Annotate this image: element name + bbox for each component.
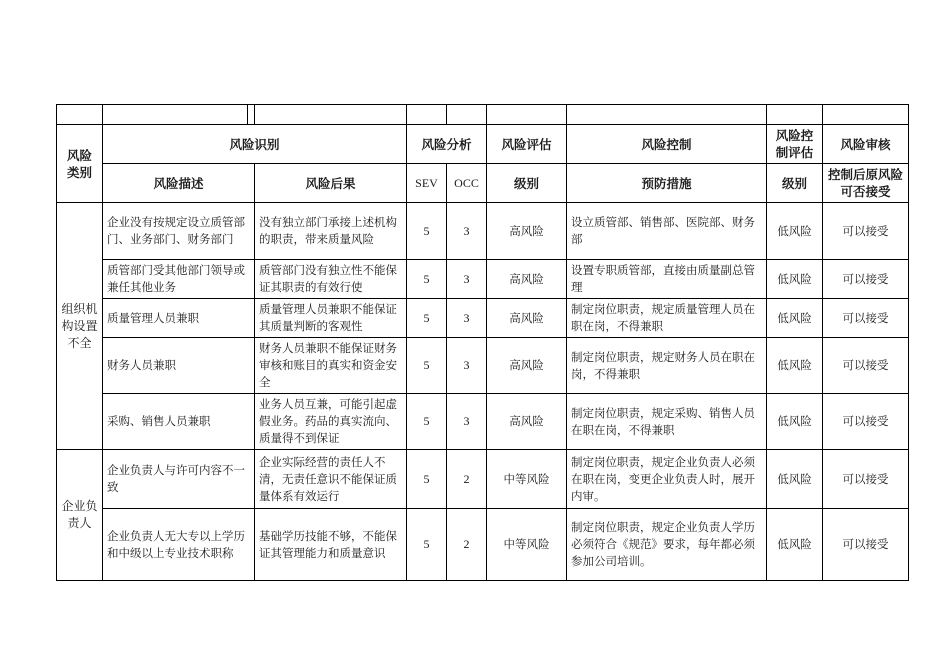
prevention-cell: 设立质管部、销售部、医院部、财务部 [567,203,767,260]
consequence-cell: 业务人员互兼，可能引起虚假业务。药品的真实流向、质量得不到保证 [255,394,407,450]
table-row [57,338,909,394]
consequence-cell: 质量管理人员兼职不能保证其质量判断的客观性 [255,299,407,338]
empty-cell [255,105,407,125]
consequence-cell: 质管部门没有独立性不能保证其职责的有效行使 [255,260,407,299]
level-cell: 高风险 [487,260,567,299]
occ-cell: 3 [447,203,487,260]
category-cell: 组织机构设置不全 [57,203,103,450]
header-identify: 风险识别 [103,125,407,164]
level-cell: 高风险 [487,299,567,338]
consequence-cell: 企业实际经营的责任人不清，无责任意识不能保证质量体系有效运行 [255,450,407,509]
prevention-cell: 制定岗位职责，规定财务人员在职在岗，不得兼职 [567,338,767,394]
occ-cell: 3 [447,394,487,450]
sev-cell: 5 [407,338,447,394]
control-level-cell: 低风险 [767,203,823,260]
control-level-cell: 低风险 [767,260,823,299]
level-cell: 高风险 [487,394,567,450]
header-review: 风险审核 [823,125,909,164]
prevention-cell: 制定岗位职责，规定企业负责人学历必须符合《规范》要求，每年都必须参加公司培训。 [567,509,767,581]
table-row [57,450,909,509]
header-consequence: 风险后果 [255,164,407,203]
header-control-eval: 风险控制评估 [767,125,823,164]
desc-cell: 企业负责人与许可内容不一致 [103,450,255,509]
empty-cell [487,105,567,125]
empty-cell [103,105,255,125]
category-cell: 企业负责人 [57,450,103,581]
level-cell: 中等风险 [487,509,567,581]
control-level-cell: 低风险 [767,394,823,450]
consequence-cell: 基础学历技能不够，不能保证其管理能力和质量意识 [255,509,407,581]
prevention-cell: 制定岗位职责，规定企业负责人必须在职在岗，变更企业负责人时，展开内审。 [567,450,767,509]
level-cell: 高风险 [487,203,567,260]
empty-cell [57,105,103,125]
sev-cell: 5 [407,299,447,338]
desc-cell: 质管部门受其他部门领导或兼任其他业务 [103,260,255,299]
occ-cell: 3 [447,260,487,299]
empty-cell [767,105,823,125]
header-evaluate: 风险评估 [487,125,567,164]
sev-cell: 5 [407,509,447,581]
acceptable-cell: 可以接受 [823,203,909,260]
table-row [57,203,909,260]
prevention-cell: 制定岗位职责，规定质量管理人员在职在岗，不得兼职 [567,299,767,338]
header-prevention: 预防措施 [567,164,767,203]
header-occ: OCC [447,164,487,203]
empty-cell [567,105,767,125]
acceptable-cell: 可以接受 [823,338,909,394]
occ-cell: 2 [447,450,487,509]
occ-cell: 2 [447,509,487,581]
header-sev: SEV [407,164,447,203]
header-acceptable: 控制后原风险可否接受 [823,164,909,203]
consequence-cell: 财务人员兼职不能保证财务审核和账目的真实和资金安全 [255,338,407,394]
prevention-cell: 制定岗位职责，规定采购、销售人员在职在岗，不得兼职 [567,394,767,450]
control-level-cell: 低风险 [767,509,823,581]
prevention-cell: 设置专职质管部，直接由质量副总管理 [567,260,767,299]
header-control-level: 级别 [767,164,823,203]
header-level: 级别 [487,164,567,203]
acceptable-cell: 可以接受 [823,394,909,450]
sev-cell: 5 [407,394,447,450]
empty-top-row [57,105,909,125]
empty-cell [823,105,909,125]
sev-cell: 5 [407,203,447,260]
level-cell: 高风险 [487,338,567,394]
acceptable-cell: 可以接受 [823,450,909,509]
header-row-1 [57,125,909,164]
control-level-cell: 低风险 [767,338,823,394]
table-row [57,509,909,581]
control-level-cell: 低风险 [767,299,823,338]
empty-cell [447,105,487,125]
header-control: 风险控制 [567,125,767,164]
acceptable-cell: 可以接受 [823,260,909,299]
sev-cell: 5 [407,260,447,299]
table-row [57,394,909,450]
desc-cell: 企业负责人无大专以上学历和中级以上专业技术职称 [103,509,255,581]
occ-cell: 3 [447,338,487,394]
consequence-cell: 没有独立部门承接上述机构的职责，带来质量风险 [255,203,407,260]
desc-cell: 采购、销售人员兼职 [103,394,255,450]
header-row-2 [57,164,909,203]
desc-cell: 企业没有按规定设立质管部门、业务部门、财务部门 [103,203,255,260]
acceptable-cell: 可以接受 [823,299,909,338]
desc-cell: 质量管理人员兼职 [103,299,255,338]
table-row [57,299,909,338]
acceptable-cell: 可以接受 [823,509,909,581]
control-level-cell: 低风险 [767,450,823,509]
empty-cell [407,105,447,125]
table-row [57,260,909,299]
header-category: 风险类别 [57,125,103,203]
level-cell: 中等风险 [487,450,567,509]
risk-assessment-table [56,104,909,581]
occ-cell: 3 [447,299,487,338]
header-analysis: 风险分析 [407,125,487,164]
header-desc: 风险描述 [103,164,255,203]
sev-cell: 5 [407,450,447,509]
desc-cell: 财务人员兼职 [103,338,255,394]
